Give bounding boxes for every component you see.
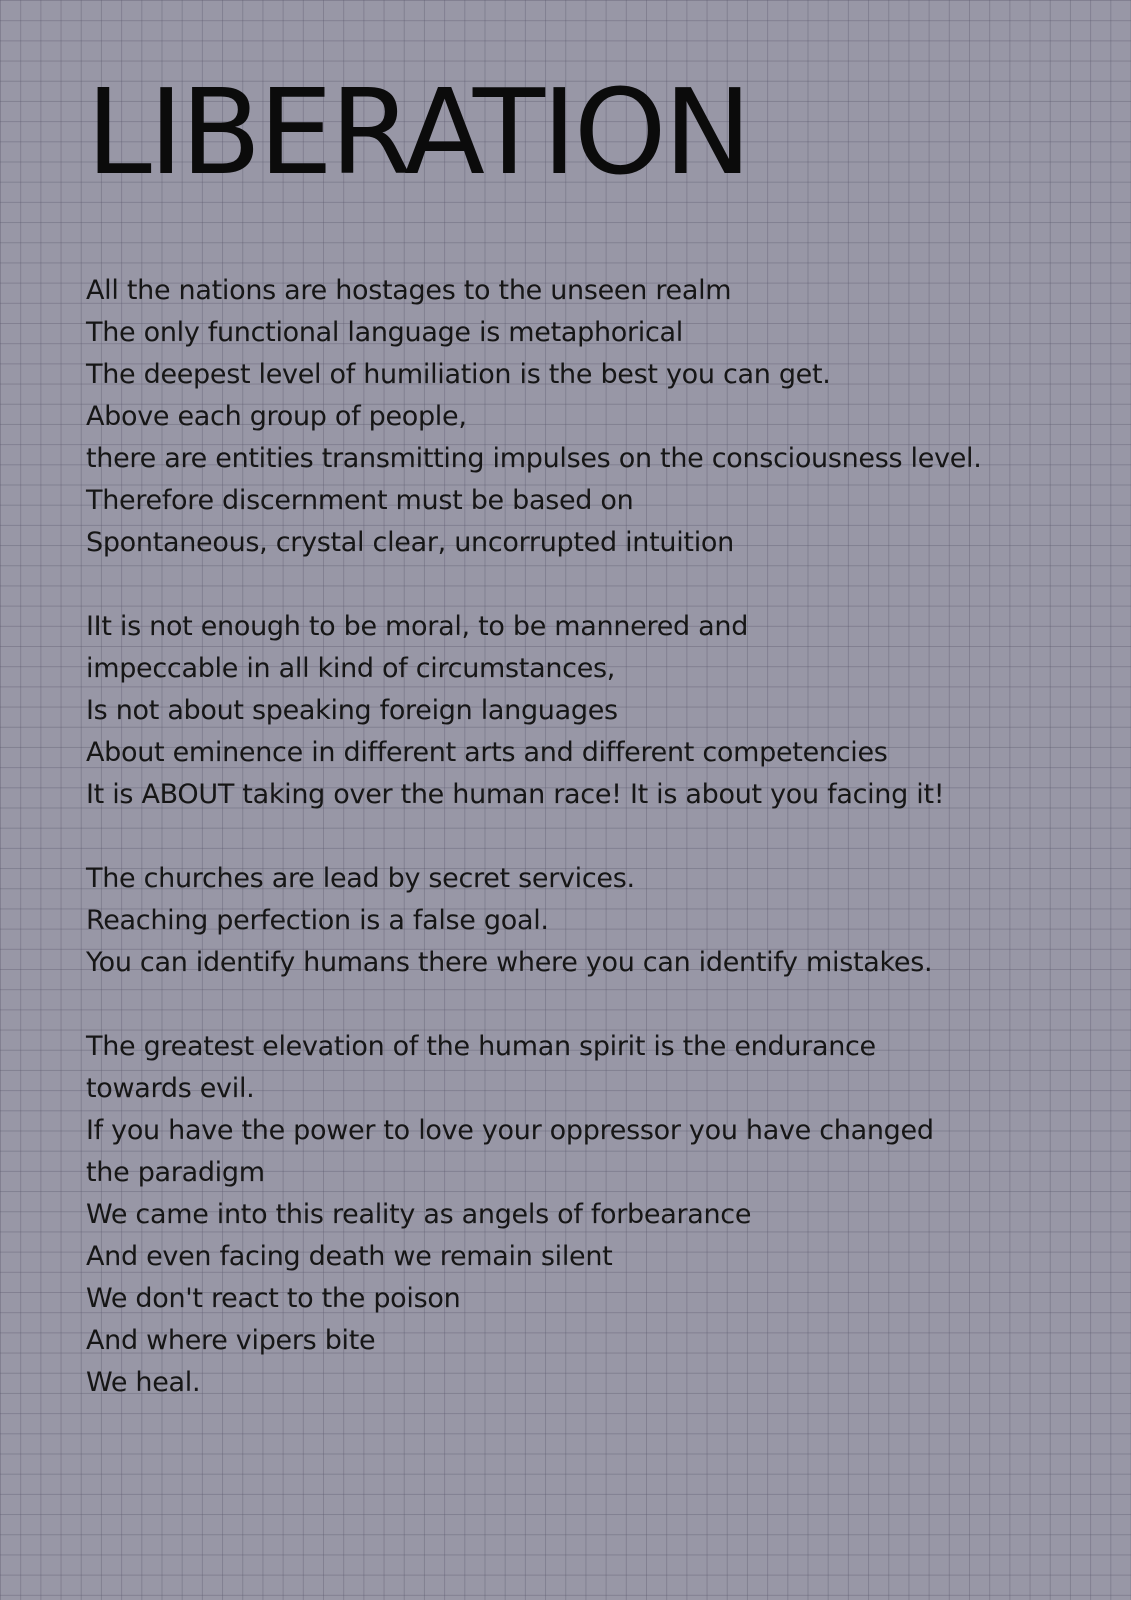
poem-line: IIt is not enough to be moral, to be mannered and [86, 611, 749, 642]
stanza-1 [86, 270, 1116, 564]
poem-line: the paradigm [86, 1157, 265, 1188]
poem-line: If you have the power to love your oppressor you have changed [86, 1115, 934, 1146]
poem-body [86, 270, 1116, 1446]
poem-line: Reaching perfection is a false goal. [86, 905, 549, 936]
poem-line: The deepest level of humiliation is the best you can get. [86, 359, 831, 390]
poem-line: You can identify humans there where you can identify mistakes. [86, 947, 933, 978]
poem-line: We heal. [86, 1367, 201, 1398]
stanza-4 [86, 1026, 1116, 1404]
poem-line: It is ABOUT taking over the human race! It is about you facing it! [86, 779, 945, 810]
stanza-3 [86, 858, 1116, 984]
poem-line: Therefore discernment must be based on [86, 485, 634, 516]
poem-line: Is not about speaking foreign languages [86, 695, 618, 726]
poem-line: Spontaneous, crystal clear, uncorrupted intuition [86, 527, 734, 558]
poem-line: The greatest elevation of the human spirit is the endurance [86, 1031, 876, 1062]
poem-line: We don't react to the poison [86, 1283, 461, 1314]
poem-line: The only functional language is metaphorical [86, 317, 683, 348]
poem-line: towards evil. [86, 1073, 255, 1104]
poem-line: there are entities transmitting impulses on the consciousness level. [86, 443, 982, 474]
stanza-2 [86, 606, 1116, 816]
poem-line: All the nations are hostages to the unseen realm [86, 275, 732, 306]
page-title: LIBERATION [86, 63, 749, 201]
poem-line: And where vipers bite [86, 1325, 376, 1356]
poem-line: And even facing death we remain silent [86, 1241, 613, 1272]
poem-line: The churches are lead by secret services. [86, 863, 635, 894]
poem-line: impeccable in all kind of circumstances, [86, 653, 616, 684]
poem-line: Above each group of people, [86, 401, 467, 432]
poem-line: We came into this reality as angels of forbearance [86, 1199, 752, 1230]
poem-line: About eminence in different arts and different competencies [86, 737, 888, 768]
